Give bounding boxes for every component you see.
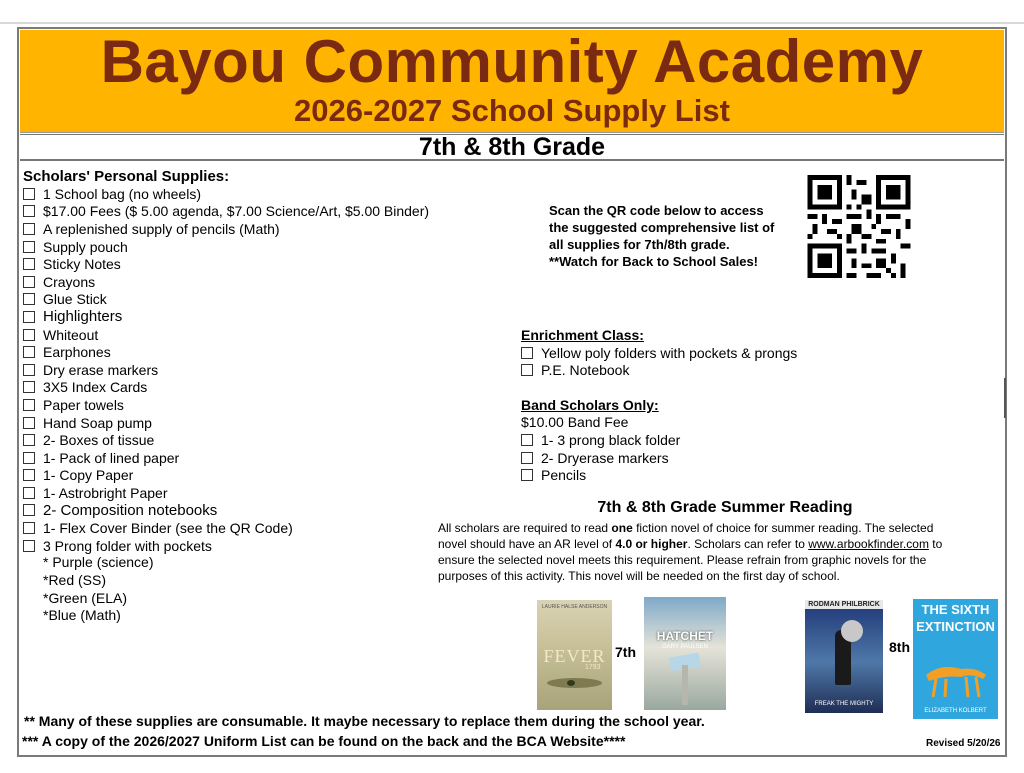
list-item[interactable]: 1- Copy Paper (23, 467, 493, 485)
checkbox[interactable] (23, 417, 35, 429)
list-item[interactable]: Earphones (23, 343, 493, 361)
checkbox[interactable] (23, 381, 35, 393)
checkbox[interactable] (23, 452, 35, 464)
list-item[interactable]: 1- Pack of lined paper (23, 449, 493, 467)
checkbox[interactable] (521, 347, 533, 359)
checkbox[interactable] (521, 452, 533, 464)
summer-reading-title: 7th & 8th Grade Summer Reading (597, 499, 853, 516)
checkbox[interactable] (23, 329, 35, 341)
checkbox[interactable] (23, 311, 35, 323)
checkbox[interactable] (23, 223, 35, 235)
folder-color-red: *Red (SS) (43, 572, 107, 589)
list-item[interactable]: Crayons (23, 273, 493, 291)
checkbox[interactable] (23, 434, 35, 446)
checkbox[interactable] (521, 469, 533, 481)
checkbox[interactable] (23, 522, 35, 534)
book-cover-hatchet: HATCHET GARY PAULSEN (644, 597, 726, 710)
checkbox[interactable] (521, 434, 533, 446)
personal-supplies-list (23, 168, 493, 625)
list-item[interactable]: 1- Astrobright Paper (23, 484, 493, 502)
summer-reading-text: All scholars are required to read one fiction novel of choice for summer reading. The selected novel should have an AR level of 4.0 or higher. Scholars can refer to www.arbookfinder.com to ensure the selected novel meets this requirement. Please refrain from graphic novels for the purposes of this activity. This novel will be needed on the first day of school. (438, 521, 943, 583)
book-cover-the-sixth-extinction: THE SIXTH EXTINCTION ELIZABETH KOLBERT (913, 599, 998, 719)
enrichment-title: Enrichment Class: (521, 327, 644, 343)
checkbox[interactable] (23, 188, 35, 200)
qr-code-icon[interactable] (804, 175, 914, 278)
consumable-note: ** Many of these supplies are consumable. It maybe necessary to replace them during the school year. (24, 713, 705, 729)
checkbox[interactable] (23, 540, 35, 552)
uniform-note: *** A copy of the 2026/2027 Uniform List can be found on the back and the BCA Website**** (22, 733, 626, 749)
checkbox[interactable] (23, 258, 35, 270)
list-item[interactable]: Glue Stick (23, 291, 493, 309)
list-item[interactable]: 1- Flex Cover Binder (see the QR Code) (23, 519, 493, 537)
list-item[interactable]: 2- Dryerase markers (521, 449, 841, 467)
list-item[interactable]: 3 Prong folder with pockets (23, 537, 493, 555)
folder-color-purple: * Purple (science) (43, 554, 154, 571)
list-item[interactable]: Whiteout (23, 326, 493, 344)
list-item[interactable]: Pencils (521, 467, 841, 485)
checkbox[interactable] (23, 346, 35, 358)
list-item[interactable]: Supply pouch (23, 238, 493, 256)
band-section (521, 396, 841, 484)
checkbox[interactable] (23, 399, 35, 411)
arbookfinder-link[interactable]: www.arbookfinder.com (808, 537, 929, 551)
list-item[interactable]: 2- Composition notebooks (23, 502, 493, 520)
qr-instructions: Scan the QR code below to access the suggested comprehensive list of all supplies for 7th/8th grade. **Watch for Back to School Sales! (549, 203, 775, 269)
personal-supplies-title: Scholars' Personal Supplies: (23, 168, 230, 185)
folder-color-blue: *Blue (Math) (43, 607, 121, 624)
list-item[interactable]: Dry erase markers (23, 361, 493, 379)
list-item[interactable]: P.E. Notebook (521, 362, 841, 380)
list-item[interactable]: Highlighters (23, 308, 493, 326)
list-item[interactable]: 1- 3 prong black folder (521, 432, 841, 450)
list-item[interactable]: 1 School bag (no wheels) (23, 185, 493, 203)
grade-bar (20, 134, 1004, 161)
checkbox[interactable] (23, 293, 35, 305)
revised-date: Revised 5/20/26 (926, 738, 1001, 749)
checkbox[interactable] (23, 241, 35, 253)
book-cover-fever: LAURIE HALSE ANDERSON FEVER 1793 (537, 600, 612, 710)
folder-color-green: *Green (ELA) (43, 589, 128, 606)
checkbox[interactable] (23, 276, 35, 288)
grade-8-label: 8th (889, 639, 910, 655)
checkbox[interactable] (23, 469, 35, 481)
list-item[interactable]: 2- Boxes of tissue (23, 431, 493, 449)
list-item[interactable]: $17.00 Fees ($ 5.00 agenda, $7.00 Science/Art, $5.00 Binder) (23, 203, 493, 221)
checkbox[interactable] (23, 364, 35, 376)
checkbox[interactable] (521, 364, 533, 376)
list-item[interactable]: Sticky Notes (23, 255, 493, 273)
checkbox[interactable] (23, 487, 35, 499)
header-banner (20, 30, 1004, 133)
list-item[interactable]: Yellow poly folders with pockets & prongs (521, 344, 841, 362)
supply-list-subtitle: 2026-2027 School Supply List (294, 93, 730, 128)
grade-title: 7th & 8th Grade (418, 133, 606, 161)
list-item[interactable]: 3X5 Index Cards (23, 379, 493, 397)
band-fee: $10.00 Band Fee (521, 414, 629, 430)
book-cover-freak-the-mighty: RODMAN PHILBRICK FREAK THE MIGHTY (805, 600, 883, 713)
skeleton-icon (921, 655, 991, 700)
list-item[interactable]: A replenished supply of pencils (Math) (23, 220, 493, 238)
top-rule (0, 22, 1024, 24)
grade-7-label: 7th (615, 644, 636, 660)
list-item[interactable]: Paper towels (23, 396, 493, 414)
school-name: Bayou Community Academy (100, 28, 924, 95)
side-marker (1004, 378, 1006, 418)
list-item[interactable]: Hand Soap pump (23, 414, 493, 432)
checkbox[interactable] (23, 504, 35, 516)
checkbox[interactable] (23, 205, 35, 217)
enrichment-section (521, 326, 841, 379)
band-title: Band Scholars Only: (521, 397, 659, 413)
